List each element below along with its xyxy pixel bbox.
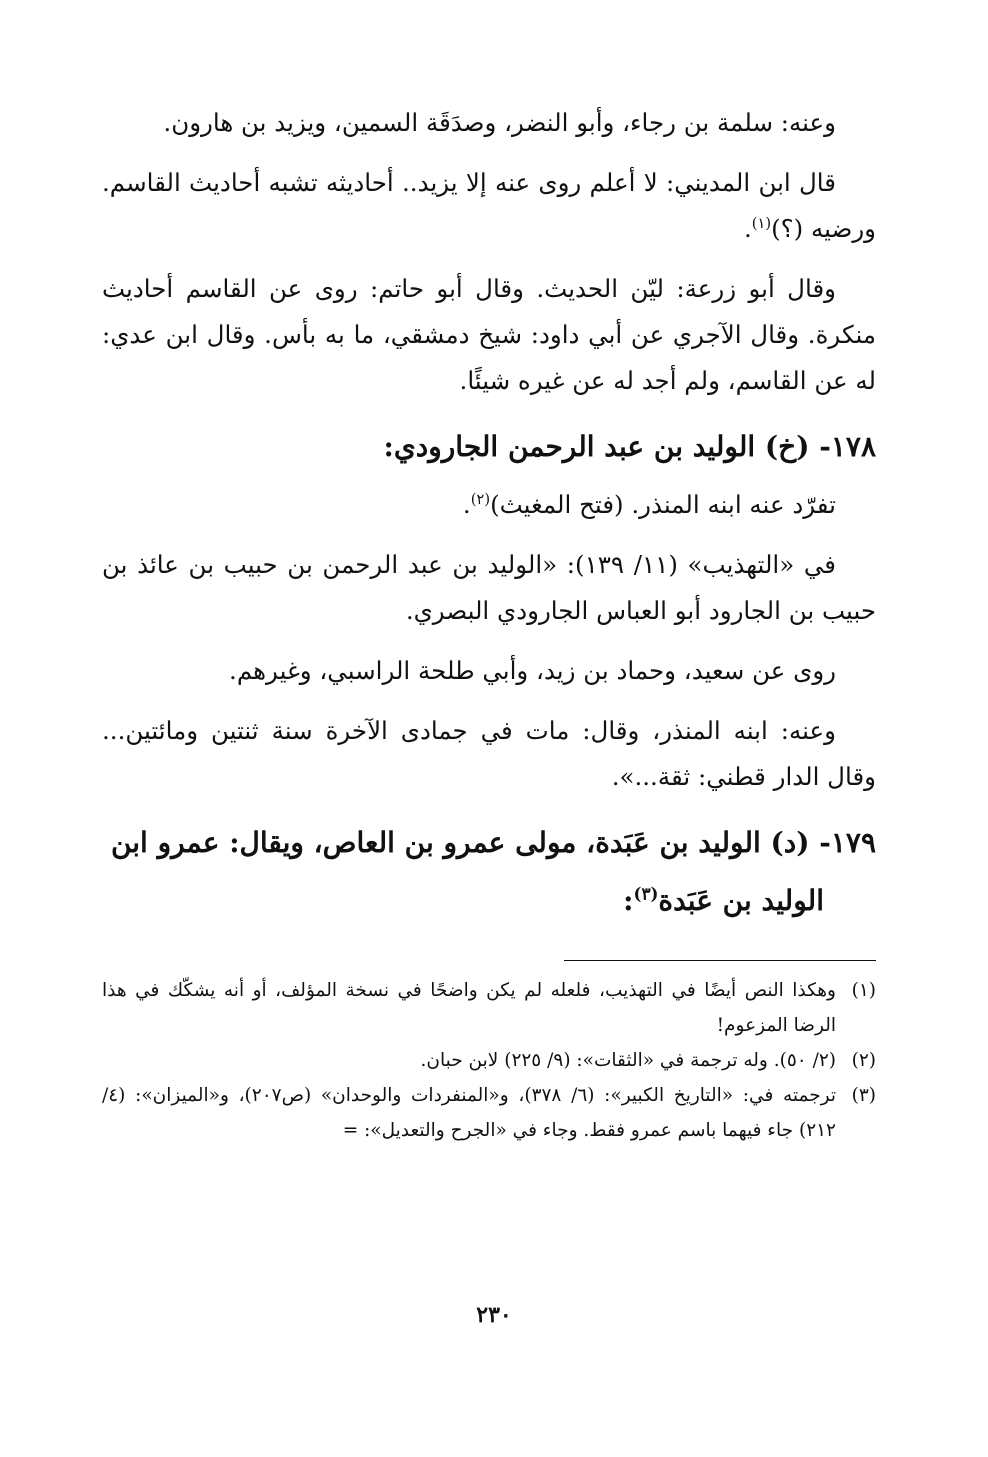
entry-heading-178: ١٧٨- (خ) الوليد بن عبد الرحمن الجارودي: <box>383 430 876 463</box>
footnote-ref-1[interactable]: (١) <box>751 214 772 232</box>
footnote-ref-3[interactable]: (٣) <box>633 883 659 904</box>
paragraph-narrated-from: روى عن سعيد، وحماد بن زيد، وأبي طلحة الراسبي، وغيرهم. <box>229 656 836 685</box>
footnote-2 <box>102 1043 876 1078</box>
footnote-ref-2[interactable]: (٢) <box>470 490 491 508</box>
footnote-number: (٢) <box>851 1050 876 1071</box>
entry-heading-179-line1: ١٧٩- (د) الوليد بن عَبَدة، مولى عمرو بن العاص، ويقال: عمرو ابن <box>110 826 876 859</box>
paragraph-ibn-madini: قال ابن المديني: لا أعلم روى عنه إلا يزيد.. أحاديثه تشبه أحاديث القاسم. ورضيه (؟)$^{(١)}$. <box>102 168 876 243</box>
paragraph-tahdhib-quote: في «التهذيب» (١١/ ١٣٩): «الوليد بن عبد الرحمن بن حبيب بن عائذ بن حبيب بن الجارود أبو العباس الجارودي البصري. <box>102 550 876 625</box>
footnote-number: (١) <box>851 980 876 1001</box>
page-number: ٢٣٠ <box>476 1302 512 1328</box>
footnote-divider <box>564 960 876 961</box>
paragraph-abu-zura: وقال أبو زرعة: ليّن الحديث. وقال أبو حاتم: روى عن القاسم أحاديث منكرة. وقال الآجري عن أبي داود: شيخ دمشقي، ما به بأس. وقال ابن عدي: له عن القاسم، ولم أجد له عن غيره شيئًا. <box>102 274 876 395</box>
footnote-1 <box>102 973 876 1043</box>
page-body <box>102 100 876 1420</box>
footnote-text: ترجمته في: «التاريخ الكبير»: (٦/ ٣٧٨)، و«المنفردات والوحدان» (ص٢٠٧)، و«الميزان»: (٤/ ٢١٢) جاء فيهما باسم عمرو فقط. وجاء في «الجرح والتعديل»: = <box>102 1085 836 1141</box>
footnote-3 <box>102 1078 876 1148</box>
footnote-text: وهكذا النص أيضًا في التهذيب، فلعله لم يكن واضحًا في نسخة المؤلف، أو أنه يشكّك في هذا الرضا المزعوم! <box>102 980 836 1036</box>
paragraph-narrators-from: وعنه: سلمة بن رجاء، وأبو النضر، وصدَقَة السمين، ويزيد بن هارون. <box>163 108 836 137</box>
footnote-number: (٣) <box>851 1085 876 1106</box>
paragraph-death-note: وعنه: ابنه المنذر، وقال: مات في جمادى الآخرة سنة ثنتين ومائتين... وقال الدار قطني: ثقة...». <box>102 716 876 791</box>
footnotes <box>102 973 876 1148</box>
paragraph-single-narrator: تفرّد عنه ابنه المنذر. (فتح المغيث)$^{(٢)}$. <box>462 490 836 519</box>
entry-heading-179-line2: الوليد بن عَبَدة$^{(٣)}$: <box>623 883 824 917</box>
footnote-text: (٢/ ٥٠). وله ترجمة في «الثقات»: (٩/ ٢٢٥) لابن حبان. <box>420 1050 836 1071</box>
entry-heading-179 <box>102 814 876 930</box>
